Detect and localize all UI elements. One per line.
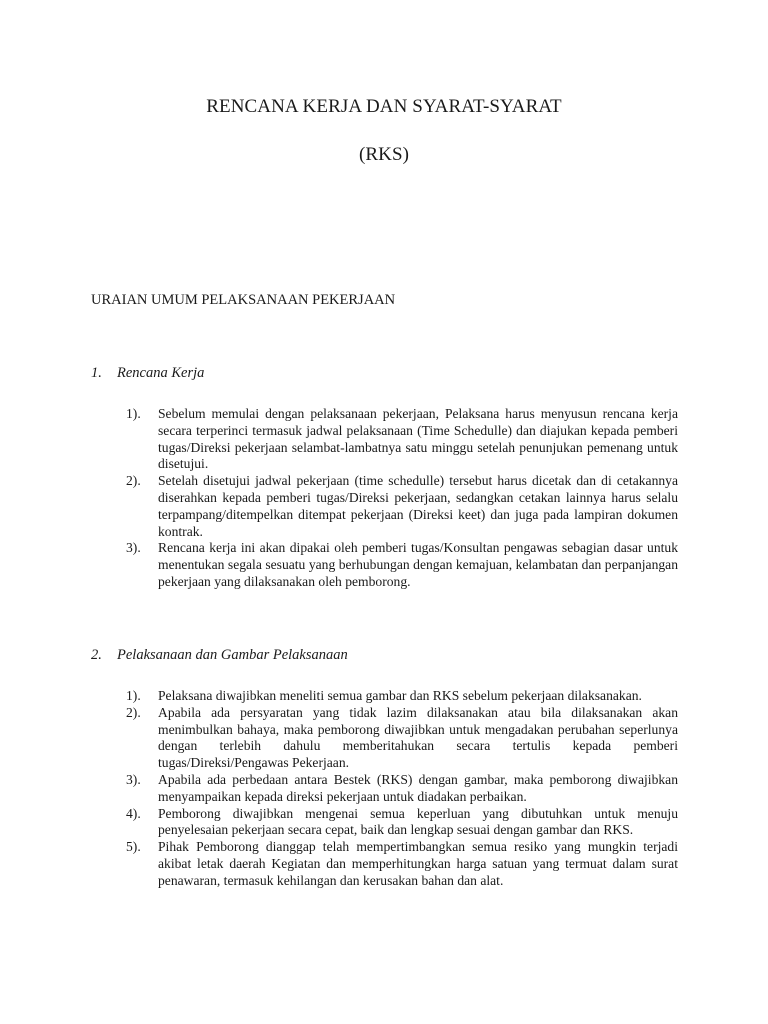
item-text: Sebelum memulai dengan pelaksanaan pekerjaan, Pelaksana harus menyusun rencana kerja secara terperinci termasuk jadwal pelaksanaan (Time Schedulle) dan diajukan kepada pemberi tugas/Direksi pekerjaan selambat-lambatnya satu minggu setelah penunjukan pemenang untuk disetujui. <box>158 406 678 472</box>
section-heading: URAIAN UMUM PELAKSANAAN PEKERJAAN <box>91 292 396 308</box>
item-number: 4). <box>126 805 141 821</box>
section-1-list <box>126 406 678 591</box>
list-item <box>126 839 678 889</box>
item-text: Pelaksana diwajibkan meneliti semua gambar dan RKS sebelum pekerjaan dilaksanakan. <box>158 688 642 703</box>
section-2-list <box>126 688 678 890</box>
item-number: 3). <box>126 771 141 787</box>
page-subtitle: (RKS) <box>358 144 410 165</box>
list-item <box>126 688 678 705</box>
item-number: 2). <box>126 473 141 489</box>
item-number: 2). <box>126 704 141 720</box>
item-text: Apabila ada persyaratan yang tidak lazim dilaksanakan atau bila dilaksanakan akan menimbulkan bahaya, maka pemborong diwajibkan untuk mengadakan perubahan seperlunya dengan terlebih dahulu memberitahukan secara tertulis kepada pemberi tugas/Direksi/Pengawas Pekerjaan. <box>158 704 678 771</box>
item-text: Apabila ada perbedaan antara Bestek (RKS) dengan gambar, maka pemborong diwajibkan menyampaikan kepada direksi pekerjaan untuk diadakan perbaikan. <box>158 771 678 804</box>
item-text: Pemborong diwajibkan mengenai semua keperluan yang dibutuhkan untuk menuju penyelesaian pekerjaan secara cepat, baik dan lengkap sesuai dengan gambar dan RKS. <box>158 805 678 838</box>
section-2-heading <box>91 647 348 664</box>
item-number: 5). <box>126 839 141 855</box>
section-title: Pelaksanaan dan Gambar Pelaksanaan <box>117 647 348 663</box>
page-title: RENCANA KERJA DAN SYARAT-SYARAT <box>206 96 562 117</box>
list-item <box>126 705 678 772</box>
item-number: 3). <box>126 540 141 556</box>
item-text: Setelah disetujui jadwal pekerjaan (time schedulle) tersebut harus dicetak dan di cetakannya diserahkan kepada pemberi tugas/Direksi pekerjaan, sedangkan cetakan lainnya harus selalu terpampang/ditempelkan ditempat pekerjaan (Direksi keet) dan juga pada lampiran dokumen kontrak. <box>158 473 678 539</box>
section-1-heading <box>91 365 204 382</box>
item-text: Rencana kerja ini akan dipakai oleh pemberi tugas/Konsultan pengawas sebagian dasar untuk menentukan segala sesuatu yang berhubungan dengan kemajuan, kelambatan dan perpanjangan pekerjaan yang dilaksanakan oleh pemborong. <box>158 540 678 589</box>
list-item <box>126 772 678 806</box>
item-number: 1). <box>126 688 141 703</box>
item-number: 1). <box>126 406 141 421</box>
section-number: 2. <box>91 647 102 663</box>
list-item <box>126 473 678 540</box>
section-title: Rencana Kerja <box>117 365 205 381</box>
item-text: Pihak Pemborong dianggap telah mempertimbangkan semua resiko yang mungkin terjadi akibat letak daerah Kegiatan dan memperhitungkan harga satuan yang termuat dalam surat penawaran, termasuk kehilangan dan kerusakan bahan dan alat. <box>158 839 678 888</box>
list-item <box>126 540 678 590</box>
list-item <box>126 406 678 473</box>
list-item <box>126 806 678 840</box>
section-number: 1. <box>91 365 102 381</box>
